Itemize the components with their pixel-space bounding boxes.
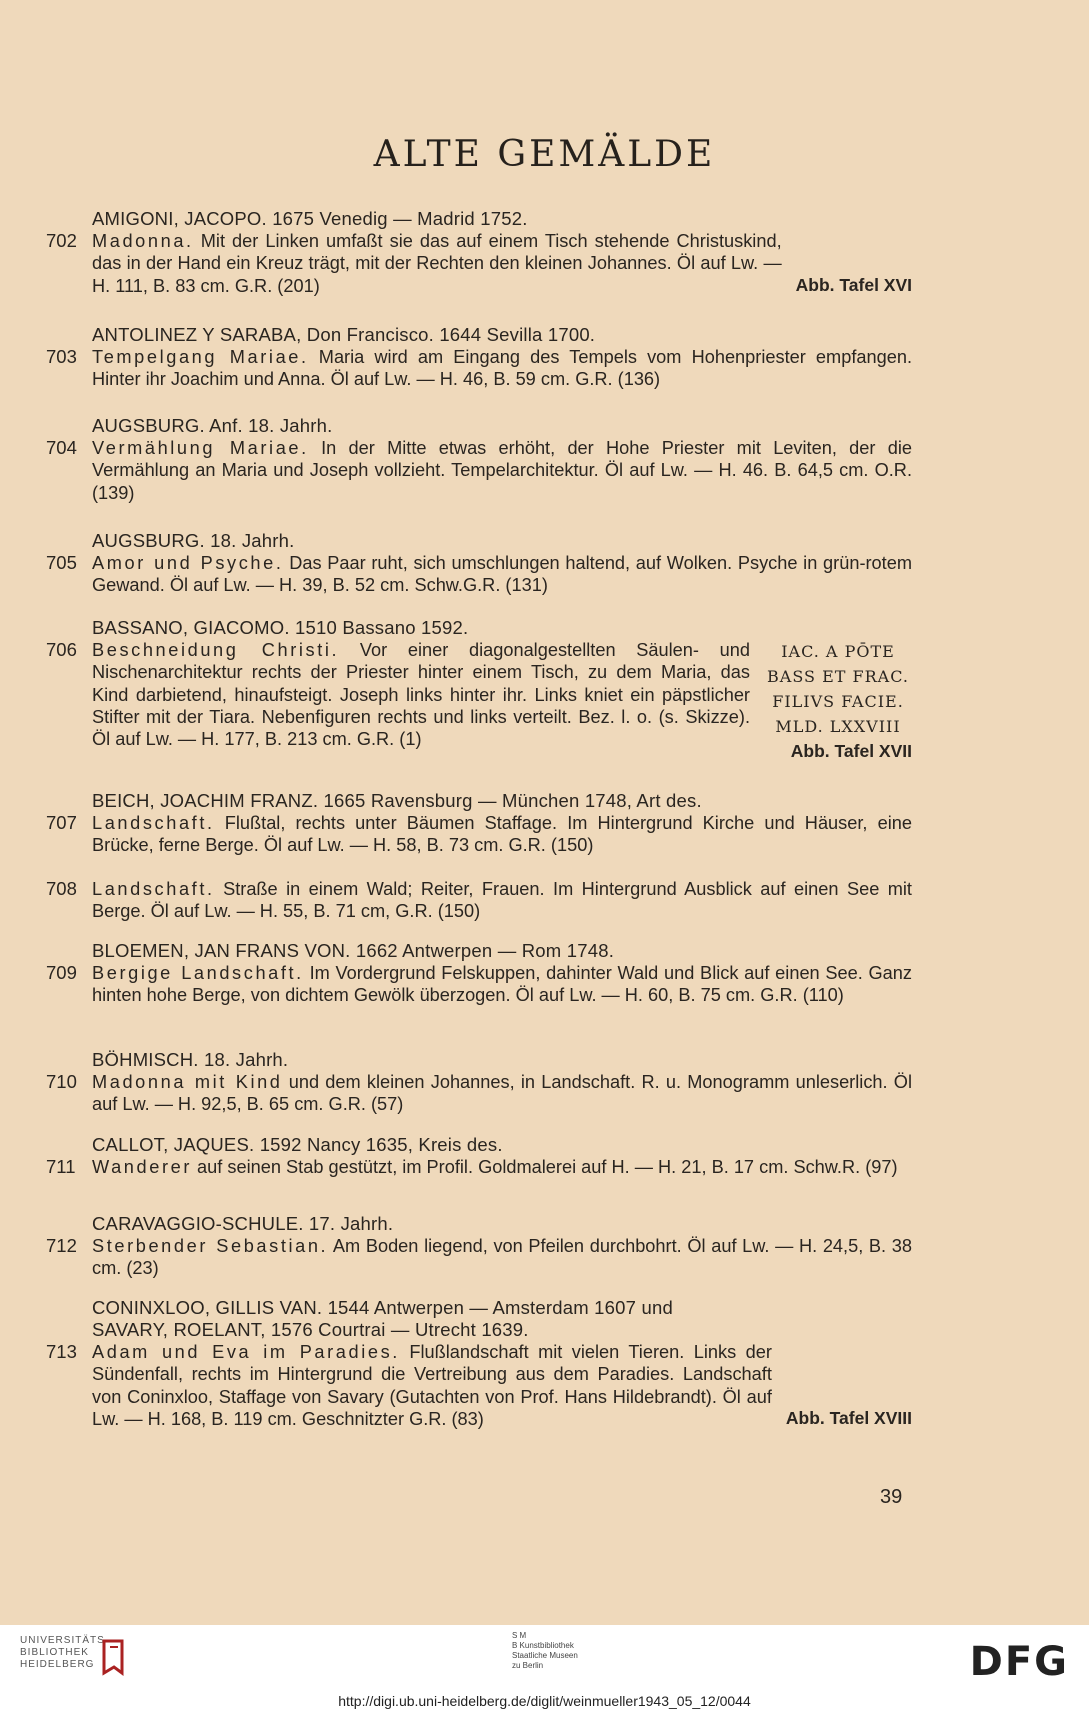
lot-number: 707 (46, 812, 77, 833)
plate-reference: Abb. Tafel XVIII (785, 1408, 912, 1428)
painting-title: Beschneidung Christi. (92, 640, 340, 660)
entry-description (92, 346, 912, 391)
catalog-entry (46, 1134, 912, 1178)
uni-line: UNIVERSITÄTS- (20, 1635, 110, 1646)
lot-number: 702 (46, 230, 77, 251)
center-line: Staatliche Museen (512, 1651, 578, 1660)
entry-description (92, 639, 750, 763)
description-text: In der Mitte etwas erhöht, der Hohe Priester mit Leviten, der die Vermählung an Maria und Joseph vollzieht. Tempelarchitektur. Öl auf Lw. — H. 46. B. 64,5 cm. O.R. (139) (92, 438, 912, 503)
description-text: Mit der Linken umfaßt sie das auf einem Tisch stehende Christuskind, das in der Hand ein Kreuz trägt, mit der Rechten den kleinen Johannes. Öl auf Lw. — H. 111, B. 83 cm. G.R. (201) (92, 231, 782, 296)
lot-number: 708 (46, 878, 77, 899)
entry-description (92, 1156, 912, 1178)
kunstbibliothek-label (512, 1631, 578, 1671)
artist-header: BASSANO, GIACOMO. 1510 Bassano 1592. (92, 617, 469, 638)
plate-reference: Abb. Tafel XVII (790, 741, 912, 761)
painting-title: Amor und Psyche. (92, 553, 284, 573)
entry-description (92, 962, 912, 1007)
artist-header: CARAVAGGIO-SCHULE. 17. Jahrh. (92, 1213, 394, 1234)
painting-title: Adam und Eva im Paradies. (92, 1342, 400, 1362)
entry-description (92, 1235, 912, 1280)
university-logo-icon (100, 1637, 130, 1677)
entry-description (92, 878, 912, 923)
painting-title: Wanderer (92, 1157, 192, 1177)
signature-line: IAC. A PŌTE (781, 642, 895, 661)
dfg-logo: DFG (969, 1639, 1069, 1685)
entry-description (92, 1071, 912, 1116)
catalog-entry (46, 415, 912, 504)
painting-title: Madonna. (92, 231, 194, 251)
catalog-entry (46, 324, 912, 391)
lot-number: 703 (46, 346, 77, 367)
artist-header: AUGSBURG. Anf. 18. Jahrh. (92, 415, 333, 436)
uni-line: HEIDELBERG (20, 1659, 95, 1670)
artist-header: CONINXLOO, GILLIS VAN. 1544 Antwerpen — Amsterdam 1607 und (92, 1297, 673, 1318)
lot-number: 709 (46, 962, 77, 983)
digitization-footer (0, 1625, 1089, 1711)
catalog-entry (46, 1213, 912, 1280)
description-text: Flußlandschaft mit vielen Tieren. Links der Sündenfall, rechts im Hintergrund die Vertreibung aus dem Paradies. Landschaft von Coninxloo, Staffage von Savary (Gutachten von Prof. Hans Hildebrandt). Öl auf Lw. — H. 168, B. 119 cm. Geschnitzter G.R. (83) (92, 1342, 772, 1429)
artist-header: AMIGONI, JACOPO. 1675 Venedig — Madrid 1752. (92, 208, 528, 229)
entry-description (92, 437, 912, 504)
entry-description (92, 1341, 912, 1430)
signature-line: FILIVS FACIE. (772, 692, 904, 711)
artist-header: BEICH, JOACHIM FRANZ. 1665 Ravensburg — München 1748, Art des. (92, 790, 702, 811)
description-text: Im Vordergrund Felskuppen, dahinter Wald und Blick auf einen See. Ganz hinten hohe Berge, von dichtem Gewölk überzogen. Öl auf Lw. — H. 60, B. 75 cm. G.R. (110) (92, 963, 912, 1006)
description-text: Am Boden liegend, von Pfeilen durchbohrt. Öl auf Lw. — H. 24,5, B. 38 cm. (23) (92, 1236, 913, 1279)
description-text: Das Paar ruht, sich umschlungen haltend, auf Wolken. Psyche in grün-rotem Gewand. Öl auf Lw. — H. 39, B. 52 cm. Schw.G.R. (131) (92, 553, 912, 596)
center-line: zu Berlin (512, 1661, 544, 1670)
entry-description (92, 230, 912, 297)
lot-number: 711 (46, 1156, 76, 1177)
catalog-entry (46, 790, 912, 857)
artist-header: ANTOLINEZ Y SARABA, Don Francisco. 1644 Sevilla 1700. (92, 324, 596, 345)
plate-reference: Abb. Tafel XVI (795, 275, 912, 295)
catalog-entry (46, 617, 912, 763)
lot-number: 713 (46, 1341, 77, 1362)
lot-number: 710 (46, 1071, 77, 1092)
artist-header: AUGSBURG. 18. Jahrh. (92, 530, 295, 551)
description-text: Maria wird am Eingang des Tempels vom Hohenpriester empfangen. Hinter ihr Joachim und Anna. Öl auf Lw. — H. 46, B. 59 cm. G.R. (136) (92, 347, 912, 390)
artist-header: BÖHMISCH. 18. Jahrh. (92, 1049, 289, 1070)
signature-line: BASS ET FRAC. (767, 667, 909, 686)
painting-title: Vermählung Mariae. (92, 438, 309, 458)
artist-header: BLOEMEN, JAN FRANS VON. 1662 Antwerpen — Rom 1748. (92, 940, 615, 961)
page-title: ALTE GEMÄLDE (373, 134, 716, 175)
signature-sketch (764, 639, 912, 763)
description-text: auf seinen Stab gestützt, im Profil. Goldmalerei auf H. — H. 21, B. 17 cm. Schw.R. (97) (197, 1157, 898, 1177)
description-text: Flußtal, rechts unter Bäumen Staffage. Im Hintergrund Kirche und Häuser, eine Brücke, ferne Berge. Öl auf Lw. — H. 58, B. 73 cm. G.R. (150) (92, 813, 912, 856)
page-number: 39 (880, 1486, 903, 1508)
description-text: und dem kleinen Johannes, in Landschaft. R. u. Monogramm unleserlich. Öl auf Lw. — H. 92,5, B. 65 cm. G.R. (57) (92, 1072, 912, 1115)
university-library-label (20, 1635, 109, 1671)
catalog-entry (46, 530, 912, 597)
painting-title: Bergige Landschaft. (92, 963, 304, 983)
entry-description (92, 552, 912, 597)
lot-number: 712 (46, 1235, 77, 1256)
lot-number: 706 (46, 639, 77, 660)
source-url-link[interactable]: http://digi.ub.uni-heidelberg.de/diglit/weinmueller1943_05_12/0044 (338, 1693, 751, 1709)
description-text: Straße in einem Wald; Reiter, Frauen. Im Hintergrund Ausblick auf einen See mit Berge. Öl auf Lw. — H. 55, B. 71 cm, G.R. (150) (92, 879, 912, 922)
painting-title: Landschaft. (92, 813, 215, 833)
catalog-entry (46, 208, 912, 297)
description-text: Vor einer diagonalgestellten Säulen- und Nischenarchitektur rechts der Priester hinter einem Tisch, zu dem Maria, das Kind darbietend, hinaufsteigt. Joseph links hinter ihr. Links kniet ein päpstlicher Stifter mit der Tiara. Nebenfiguren rechts und links verteilt. Bez. l. o. (s. Skizze). Öl auf Lw. — H. 177, B. 213 cm. G.R. (1) (92, 640, 750, 750)
entry-description (92, 812, 912, 857)
painting-title: Tempelgang Mariae. (92, 347, 309, 367)
artist-header: SAVARY, ROELANT, 1576 Courtrai — Utrecht 1639. (92, 1319, 529, 1340)
center-line: S M (512, 1631, 527, 1640)
catalog-entry (46, 1049, 912, 1116)
center-line: B Kunstbibliothek (512, 1641, 574, 1650)
artist-header: CALLOT, JAQUES. 1592 Nancy 1635, Kreis des. (92, 1134, 503, 1155)
lot-number: 705 (46, 552, 77, 573)
uni-line: BIBLIOTHEK (20, 1647, 89, 1658)
catalog-entry (46, 940, 912, 1007)
signature-line: MLD. LXXVIII (775, 717, 901, 736)
catalog-entry (46, 1297, 912, 1430)
painting-title: Landschaft. (92, 879, 215, 899)
lot-number: 704 (46, 437, 77, 458)
painting-title: Madonna mit Kind (92, 1072, 283, 1092)
catalog-entry (46, 878, 912, 923)
painting-title: Sterbender Sebastian. (92, 1236, 329, 1256)
